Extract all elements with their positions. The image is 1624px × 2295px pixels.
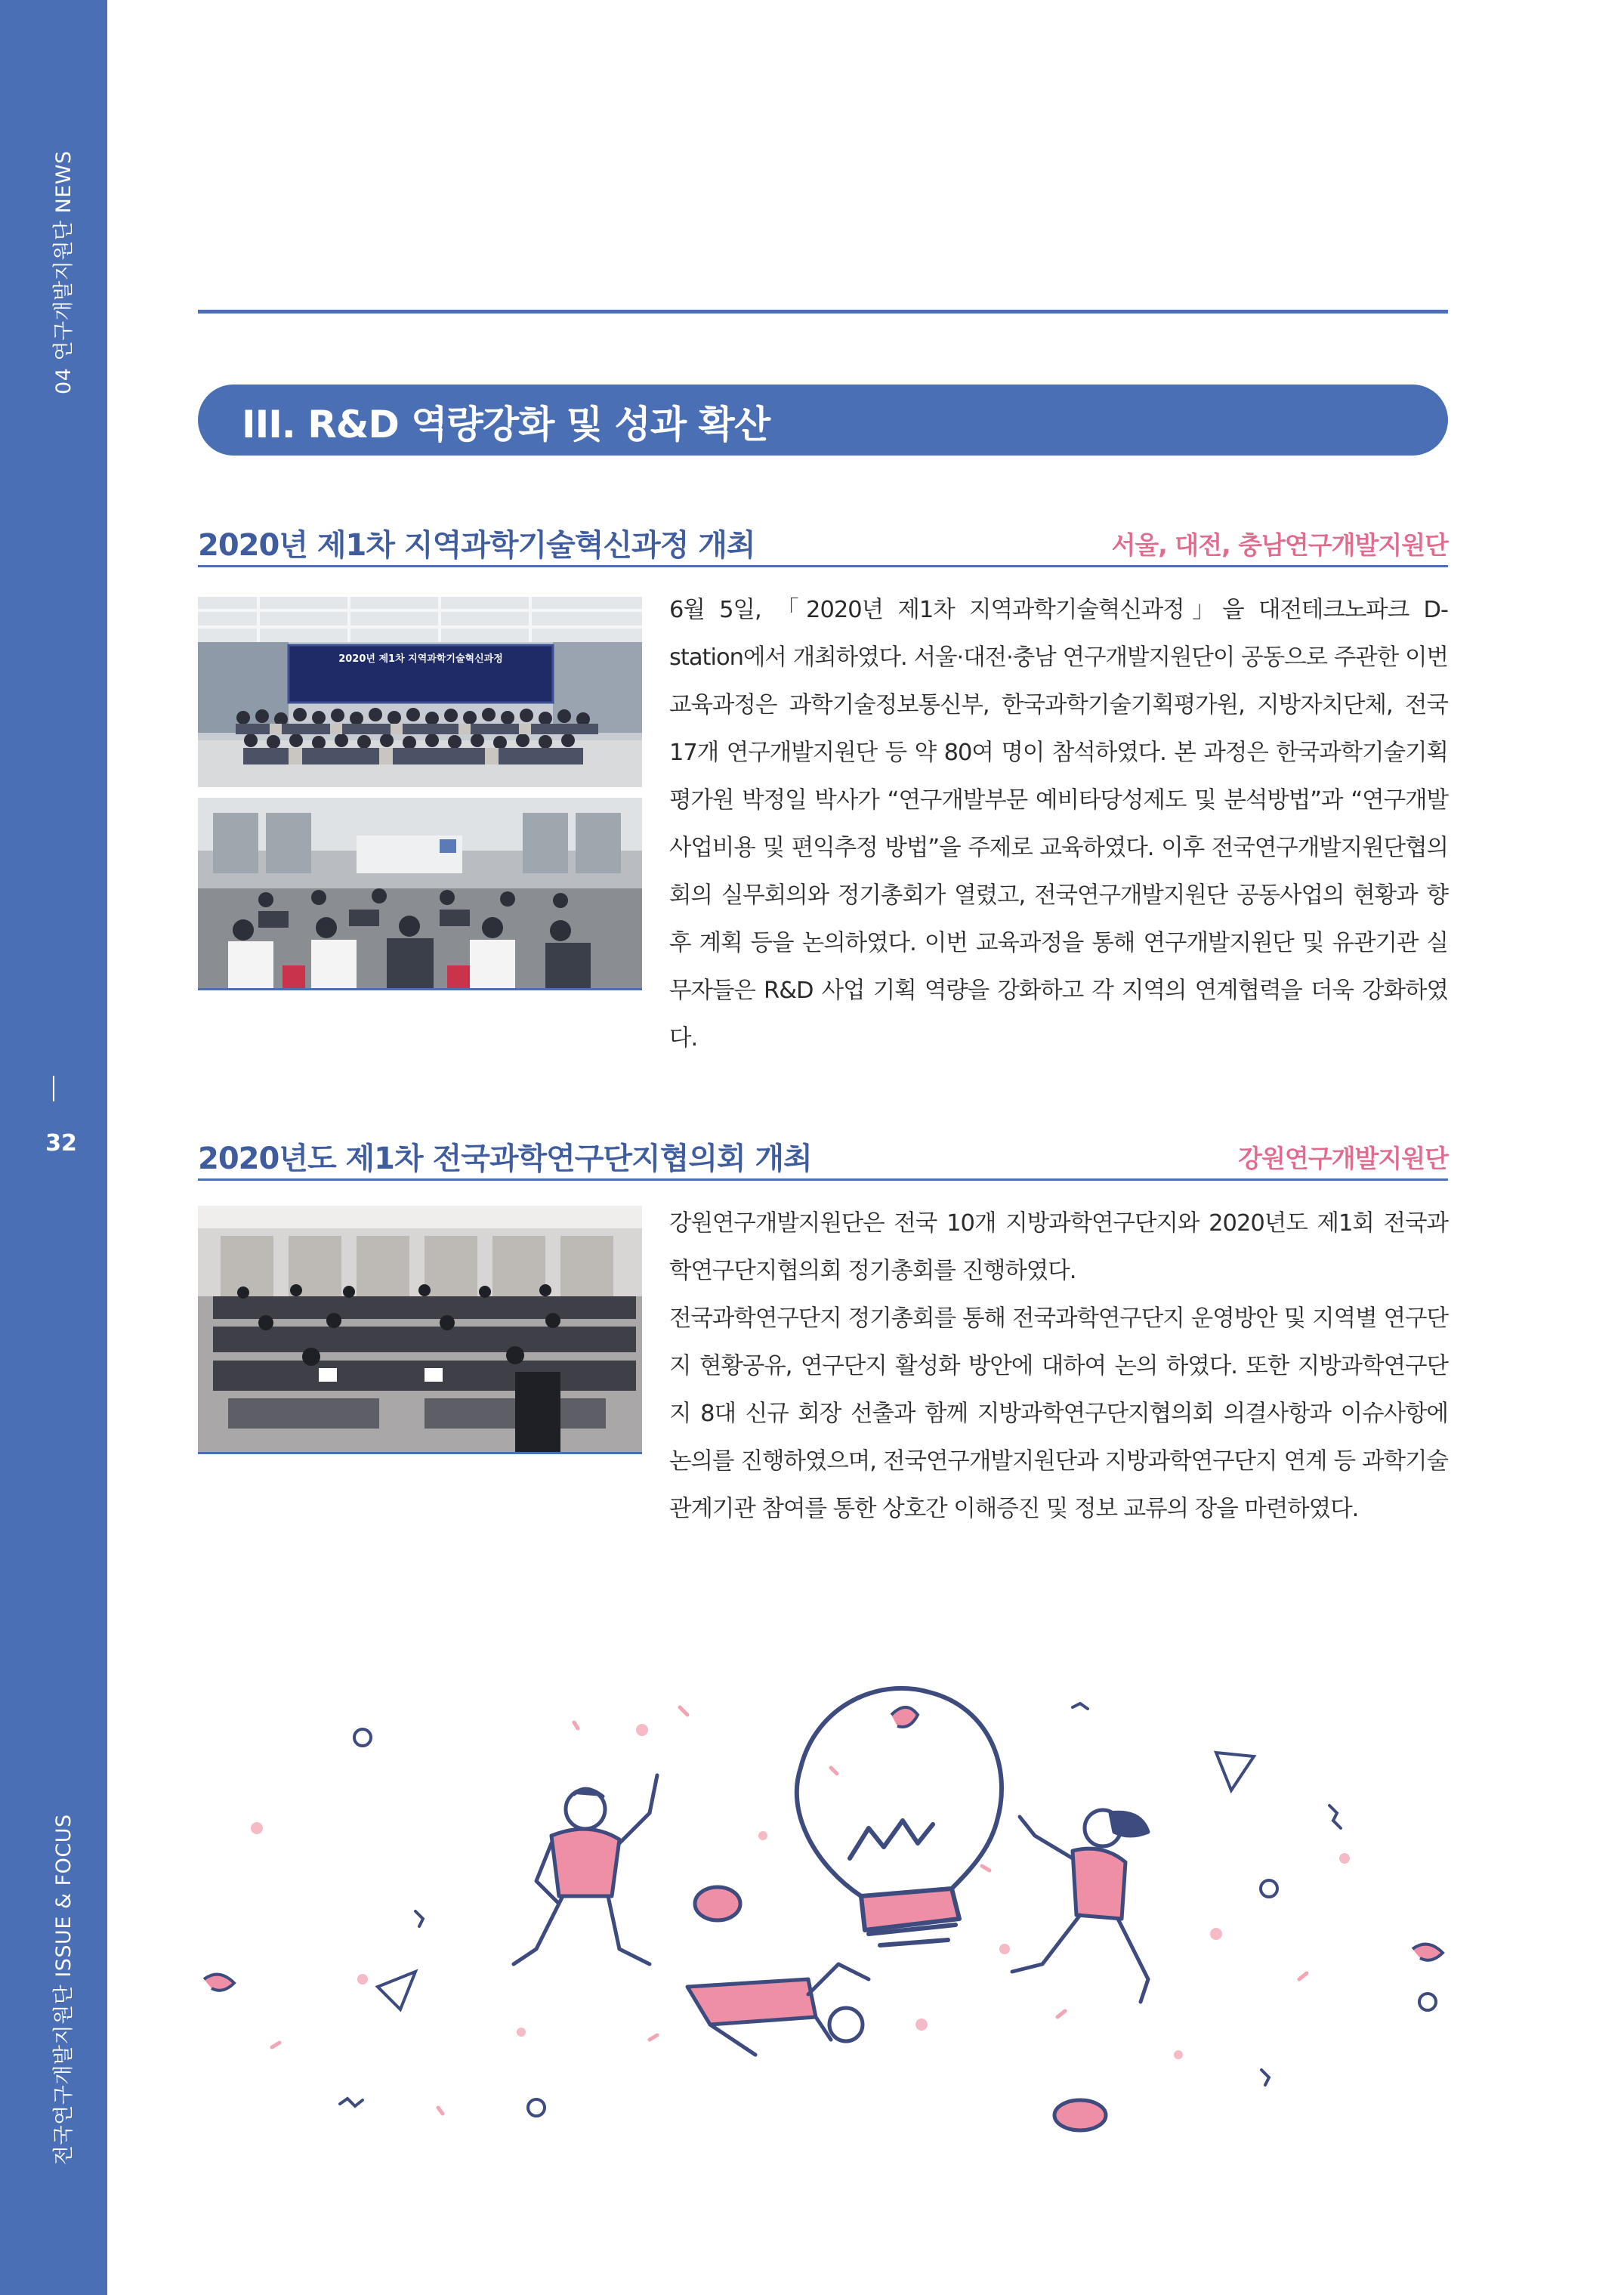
decorative-illustration bbox=[166, 1662, 1488, 2206]
person-illustration-right bbox=[1012, 1810, 1148, 2002]
photo-underline-2 bbox=[198, 1452, 642, 1454]
article-title-2: 2020년도 제1차 전국과학연구단지협의회 개최 bbox=[198, 1141, 812, 1176]
article-2-paragraph-1: 강원연구개발지원단은 전국 10개 지방과학연구단지와 2020년도 제1회 전국과학연구단지협의회 정기총회를 진행하였다. bbox=[669, 1210, 1448, 1284]
section-title: III. R&D 역량강화 및 성과 확산 bbox=[242, 403, 770, 446]
article-2-paragraph-2: 전국과학연구단지 정기총회를 통해 전국과학연구단지 운영방안 및 지역별 연구단지 현황공유, 연구단지 활성화 방안에 대하여 논의 하였다. 또한 지방과학연구단지 8대 신규 회장 선출과 함께 지방과학연구단지협의회 의결사항과 이슈사항에 논의를 진행하였으며, 전국연구개발지원단과 지방과학연구단지 연계 등 과학기술 관계기관 참여를 통한 상호간 이해증진 및 정보 교류의 장을 마련하였다. bbox=[669, 1305, 1448, 1522]
page-number-tick bbox=[53, 1076, 54, 1101]
article-divider-2 bbox=[198, 1178, 1448, 1181]
article-title-1: 2020년 제1차 지역과학기술혁신과정 개최 bbox=[198, 528, 755, 563]
photo-group-seminar bbox=[198, 597, 642, 787]
page-number: 32 bbox=[45, 1130, 77, 1157]
article-1-paragraph-1: 6월 5일, 「2020년 제1차 지역과학기술혁신과정」을 대전테크노파크 D-station에서 개최하였다. 서울·대전·충남 연구개발지원단이 공동으로 주관한 이번 교육과정은 과학기술정보통신부, 한국과학기술기획평가원, 지방자치단체, 전국 17개 연구개발지원단 등 약 80여 명이 참석하였다. 본 과정은 한국과학기술기획평가원 박정일 박사가 “연구개발부문 예비타당성제도 및 분석방법”과 “연구개발사업비용 및 편익추정 방법”을 주제로 교육하였다. 이후 전국연구개발지원단협의회의 실무회의와 정기총회가 열렸고, 전국연구개발지원단 공동사업의 현황과 향후 계획 등을 논의하였다. 이번 교육과정을 통해 연구개발지원단 및 유관기관 실무자들은 R&D 사업 기획 역량을 강화하고 각 지역의 연계협력을 더욱 강화하였다. bbox=[669, 597, 1448, 1052]
article-body-1 bbox=[669, 586, 1448, 1062]
squiggle-decorations bbox=[340, 1703, 1341, 2106]
sidebar-publication-label: 전국연구개발지원단 ISSUE & FOCUS bbox=[52, 1814, 76, 2165]
hook-decorations bbox=[204, 1707, 1443, 1991]
article-divider-1 bbox=[198, 565, 1448, 567]
article-org-2: 강원연구개발지원단 bbox=[1238, 1144, 1448, 1173]
sidebar-section-label: 04 연구개발지원단 NEWS bbox=[52, 150, 76, 394]
dash-decorations bbox=[272, 1707, 1307, 2114]
photo-underline-1 bbox=[198, 988, 642, 990]
article-header-1 bbox=[198, 521, 1448, 567]
article-body-2 bbox=[669, 1200, 1448, 1533]
photo-conference-room bbox=[198, 1206, 642, 1452]
article-org-1: 서울, 대전, 충남연구개발지원단 bbox=[1111, 530, 1448, 560]
person-illustration-bottom bbox=[687, 1964, 869, 2055]
photo-lecture-room bbox=[198, 798, 642, 988]
person-illustration-left bbox=[514, 1775, 657, 1964]
top-divider bbox=[198, 310, 1448, 314]
banner-text: 2020년 제1차 지역과학기술혁신과정 bbox=[338, 653, 503, 665]
article-header-2 bbox=[198, 1135, 1448, 1180]
